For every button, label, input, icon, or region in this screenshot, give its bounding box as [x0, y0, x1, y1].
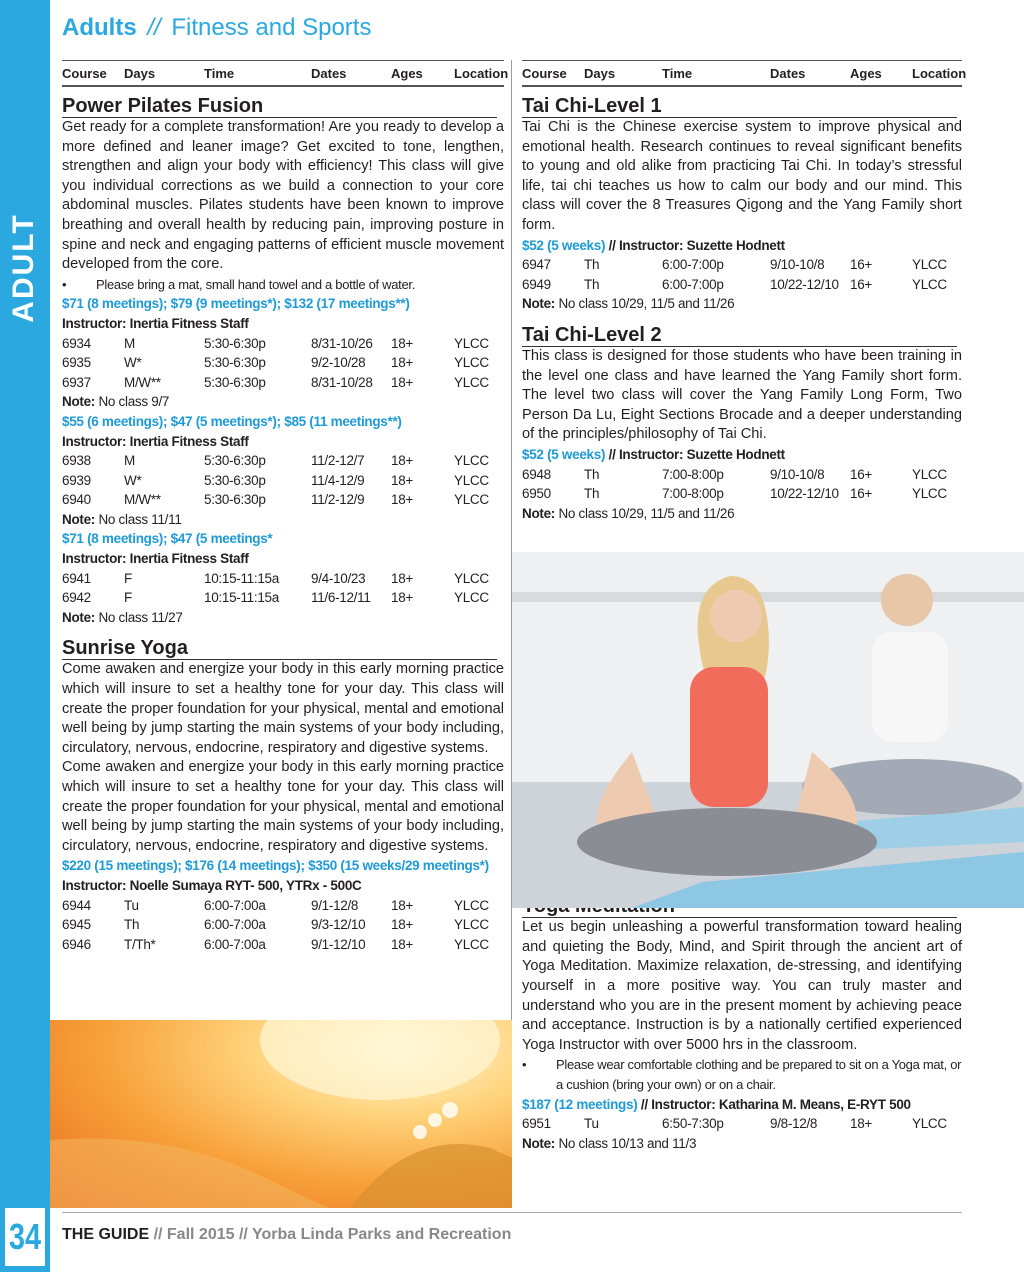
photo-illustration [50, 1020, 512, 1208]
col-ages: Ages [391, 65, 423, 81]
bullet-text: Please wear comfortable clothing and be prepared to sit on a Yoga mat, or a cushion (bring your own) or on a chair. [556, 1057, 962, 1093]
sunset-yoga-photo [50, 1020, 512, 1208]
footer-season: Fall 2015 [166, 1226, 235, 1243]
cell-ages: 16+ [850, 466, 872, 482]
cell-location: YLCC [912, 466, 947, 482]
photo-illustration [512, 552, 1024, 908]
sidebar-band [0, 0, 50, 1272]
footer-separator: // [149, 1226, 167, 1243]
cell-days: M [124, 335, 135, 351]
yoga-class-photo [512, 552, 1024, 908]
cell-location: YLCC [454, 492, 489, 508]
note-line: Note: No class 11/11 [62, 511, 182, 527]
cell-dates: 9/4-10/23 [311, 570, 366, 586]
cell-days: Th [584, 486, 600, 502]
schedule-row [62, 353, 504, 373]
cell-days: W* [124, 472, 142, 488]
cell-dates: 9/1-12/10 [311, 936, 366, 952]
cell-ages: 16+ [850, 257, 872, 273]
cell-time: 5:30-6:30p [204, 472, 266, 488]
schedule-row [62, 896, 504, 916]
cell-time: 5:30-6:30p [204, 355, 266, 371]
cell-course-number: 6937 [62, 374, 91, 390]
col-days: Days [584, 65, 616, 81]
footer-separator: // [234, 1226, 253, 1243]
col-ages: Ages [850, 65, 882, 81]
cell-location: YLCC [912, 486, 947, 502]
price-line: $220 (15 meetings); $176 (14 meetings); $350 (15 weeks/29 meetings*) [62, 858, 489, 874]
cell-time: 6:50-7:30p [662, 1116, 724, 1132]
schedule-row [62, 451, 504, 471]
schedule-row [62, 373, 504, 393]
cell-time: 6:00-7:00a [204, 917, 266, 933]
cell-ages: 18+ [850, 1116, 872, 1132]
note-line: Note: No class 11/27 [62, 609, 183, 625]
schedule-row [522, 275, 962, 295]
cell-days: M [124, 453, 135, 469]
page-footer [62, 1226, 511, 1244]
footer-guide: THE GUIDE [62, 1226, 150, 1243]
price-line [522, 236, 962, 256]
col-course: Course [522, 65, 567, 81]
taichi2-schedule [522, 465, 962, 504]
cell-dates: 9/8-12/8 [770, 1116, 818, 1132]
cell-location: YLCC [454, 936, 489, 952]
cell-location: YLCC [454, 917, 489, 933]
cell-location: YLCC [454, 897, 489, 913]
cell-location: YLCC [454, 590, 489, 606]
schedule-row [62, 588, 504, 608]
cell-ages: 18+ [391, 374, 413, 390]
schedule-row [62, 490, 504, 510]
cell-ages: 18+ [391, 897, 413, 913]
course-title: Sunrise Yoga [62, 637, 497, 660]
cell-days: F [124, 590, 132, 606]
footer-org: Yorba Linda Parks and Recreation [252, 1226, 512, 1243]
course-description: Get ready for a complete transformation! Are you ready to develop a more defined and leaner image? Get excited to tone, lengthen, strengthen and align your body with efficiency! This class will give you individual corrections as we build a connection to your core abdominal muscles. Pilates students have been known to improve breathing and overall health by reducing pain, improving posture in spine and neck and engaging patterns of efficient muscle movement developed from the core. [62, 119, 504, 273]
course-description: Come awaken and energize your body in this early morning practice which will insure to set a healthy tone for your day. This class will create the proper foundation for your physical, mental and emotional well being by jump starting the main systems of your body including, circulatory, nervous, endocrine, respiratory and digestive systems. [62, 661, 504, 756]
bullet-item [62, 275, 504, 295]
bullet-dot-icon: • [62, 276, 67, 292]
course-title: Power Pilates Fusion [62, 95, 497, 118]
cell-time: 6:00-7:00p [662, 257, 724, 273]
cell-time: 10:15-11:15a [204, 590, 279, 606]
cell-course-number: 6941 [62, 570, 91, 586]
cell-dates: 9/1-12/8 [311, 897, 359, 913]
cell-location: YLCC [454, 472, 489, 488]
table-header [522, 60, 967, 87]
cell-days: W* [124, 355, 142, 371]
price-line [522, 1095, 962, 1115]
cell-time: 5:30-6:30p [204, 492, 266, 508]
footer-rule [62, 1212, 962, 1213]
cell-days: Th [124, 917, 140, 933]
cell-ages: 18+ [391, 453, 413, 469]
course-title: Tai Chi-Level 2 [522, 324, 957, 347]
cell-dates: 11/6-12/11 [311, 590, 371, 606]
col-location: Location [454, 65, 509, 81]
cell-dates: 10/22-12/10 [770, 276, 839, 292]
taichi1-schedule [522, 255, 962, 294]
bullet-text: Please bring a mat, small hand towel and a bottle of water. [96, 276, 416, 292]
instructor-line: Instructor: Noelle Sumaya RYT- 500, YTRx - 500C [62, 877, 362, 893]
cell-location: YLCC [912, 257, 947, 273]
cell-ages: 18+ [391, 335, 413, 351]
cell-ages: 18+ [391, 917, 413, 933]
schedule-row [62, 935, 504, 955]
cell-course-number: 6950 [522, 486, 551, 502]
cell-location: YLCC [454, 570, 489, 586]
cell-course-number: 6942 [62, 590, 91, 606]
cell-time: 7:00-8:00p [662, 466, 724, 482]
cell-time: 5:30-6:30p [204, 335, 266, 351]
cell-dates: 11/2-12/7 [311, 453, 365, 469]
cell-location: YLCC [454, 355, 489, 371]
cell-days: Th [584, 257, 600, 273]
cell-course-number: 6946 [62, 936, 91, 952]
cell-dates: 11/4-12/9 [311, 472, 365, 488]
cell-course-number: 6945 [62, 917, 91, 933]
cell-ages: 16+ [850, 486, 872, 502]
col-time: Time [204, 65, 235, 81]
price-line: $55 (6 meetings); $47 (5 meetings*); $85 (11 meetings**) [62, 413, 402, 429]
cell-location: YLCC [454, 374, 489, 390]
col-course: Course [62, 65, 107, 81]
cell-course-number: 6949 [522, 276, 551, 292]
schedule-row [62, 569, 504, 589]
note-line: Note: No class 10/29, 11/5 and 11/26 [522, 296, 735, 312]
table-header [62, 60, 509, 87]
cell-time: 5:30-6:30p [204, 453, 266, 469]
cell-ages: 18+ [391, 936, 413, 952]
cell-days: T/Th* [124, 936, 156, 952]
cell-ages: 18+ [391, 570, 413, 586]
meditation-schedule [522, 1114, 962, 1134]
cell-dates: 9/10-10/8 [770, 466, 825, 482]
price-amount: $52 (5 weeks) [522, 237, 606, 253]
col-location: Location [912, 65, 967, 81]
cell-dates: 8/31-10/28 [311, 374, 373, 390]
cell-days: M/W** [124, 492, 161, 508]
cell-time: 6:00-7:00a [204, 936, 266, 952]
cell-dates: 9/10-10/8 [770, 257, 825, 273]
price-line [522, 445, 962, 465]
cell-location: YLCC [454, 453, 489, 469]
cell-dates: 10/22-12/10 [770, 486, 839, 502]
cell-course-number: 6940 [62, 492, 91, 508]
schedule-row [62, 334, 504, 354]
cell-course-number: 6951 [522, 1116, 551, 1132]
cell-days: F [124, 570, 132, 586]
schedule-row [522, 465, 962, 485]
course-description: Tai Chi is the Chinese exercise system to improve physical and emotional health. Research continues to reveal significant benefits to young and old alike from practicing Tai Chi. In today’s stressful life, tai chi teaches us how to calm our body and our mind. This class will cover the 8 Treasures Qigong and the Yang Family short form. [522, 119, 962, 233]
cell-ages: 18+ [391, 590, 413, 606]
cell-time: 6:00-7:00a [204, 897, 266, 913]
cell-course-number: 6938 [62, 453, 91, 469]
cell-ages: 18+ [391, 355, 413, 371]
cell-location: YLCC [454, 335, 489, 351]
col-dates: Dates [770, 65, 806, 81]
schedule-row [62, 471, 504, 491]
cell-course-number: 6948 [522, 466, 551, 482]
instructor-line: Instructor: Inertia Fitness Staff [62, 433, 249, 449]
price-line: $71 (8 meetings); $47 (5 meetings* [62, 531, 273, 547]
cell-time: 10:15-11:15a [204, 570, 279, 586]
cell-time: 6:00-7:00p [662, 276, 724, 292]
pilates-schedule [62, 294, 504, 627]
cell-time: 5:30-6:30p [204, 374, 266, 390]
cell-course-number: 6944 [62, 897, 91, 913]
cell-location: YLCC [912, 276, 947, 292]
cell-ages: 16+ [850, 276, 872, 292]
instructor-line: Instructor: Inertia Fitness Staff [62, 315, 249, 331]
cell-dates: 8/31-10/26 [311, 335, 373, 351]
cell-dates: 11/2-12/9 [311, 492, 365, 508]
schedule-row [522, 255, 962, 275]
header-category: Adults [62, 14, 137, 41]
cell-course-number: 6939 [62, 472, 91, 488]
cell-time: 7:00-8:00p [662, 486, 724, 502]
note-line: Note: No class 10/29, 11/5 and 11/26 [522, 505, 735, 521]
col-dates: Dates [311, 65, 347, 81]
price-amount: $187 (12 meetings) [522, 1096, 638, 1112]
price-line: $71 (8 meetings); $79 (9 meetings*); $132 (17 meetings**) [62, 296, 410, 312]
page-number: 34 [5, 1208, 45, 1266]
instructor-name: // Instructor: Suzette Hodnett [605, 237, 785, 253]
course-description: This class is designed for those students who have been training in the level one class and have learned the Yang Family short form. The level two class will cover the Yang Family Long Form, Two Person Da Lu, Eight Sections Brocade and a deeper understanding of the principles/philosophy of Tai Chi. [522, 347, 962, 443]
cell-days: Tu [584, 1116, 599, 1132]
col-days: Days [124, 65, 156, 81]
cell-dates: 9/3-12/10 [311, 917, 366, 933]
note-line: Note: No class 10/13 and 11/3 [522, 1135, 697, 1151]
course-title: Tai Chi-Level 1 [522, 95, 957, 118]
note-line: Note: No class 9/7 [62, 394, 170, 410]
course-description: Come awaken and energize your body in this early morning practice which will insure to set a healthy tone for your day. This class will create the proper foundation for your physical, mental and emotional well being by jump starting the main systems of your body including, circulatory, nervous, endocrine, respiratory and digestive systems. [62, 759, 504, 854]
bullet-item [522, 1055, 962, 1094]
schedule-row [522, 1114, 962, 1134]
header-separator: // [147, 14, 161, 41]
cell-course-number: 6934 [62, 335, 91, 351]
page-header [62, 14, 371, 42]
cell-ages: 18+ [391, 492, 413, 508]
course-description: Let us begin unleashing a powerful transformation toward healing and quieting the Body, Mind, and Spirit through the ancient art of Yoga Meditation. Maximize relaxation, de-stressing, and identifying yourself in a more positive way. You can truly master and understand who you are in the present moment by achieving peace and acceptance. Instruction is by a nationally certified experienced Yoga Instructor with over 5000 hrs in the classroom. [522, 919, 962, 1053]
bullet-dot-icon: • [522, 1057, 527, 1073]
col-time: Time [662, 65, 693, 81]
cell-course-number: 6935 [62, 355, 91, 371]
cell-days: Th [584, 276, 600, 292]
cell-dates: 9/2-10/28 [311, 355, 366, 371]
cell-course-number: 6947 [522, 257, 551, 273]
yoga-schedule [62, 896, 504, 955]
instructor-line: Instructor: Inertia Fitness Staff [62, 551, 249, 567]
cell-ages: 18+ [391, 472, 413, 488]
header-subtitle: Fitness and Sports [171, 14, 372, 41]
schedule-row [62, 915, 504, 935]
cell-days: M/W** [124, 374, 161, 390]
cell-location: YLCC [912, 1116, 947, 1132]
price-amount: $52 (5 weeks) [522, 446, 606, 462]
instructor-name: // Instructor: Suzette Hodnett [605, 446, 785, 462]
schedule-row [522, 484, 962, 504]
instructor-name: // Instructor: Katharina M. Means, E-RYT 500 [637, 1096, 911, 1112]
cell-days: Th [584, 466, 600, 482]
section-label: ADULT [7, 213, 40, 323]
cell-days: Tu [124, 897, 139, 913]
left-column [62, 60, 509, 954]
